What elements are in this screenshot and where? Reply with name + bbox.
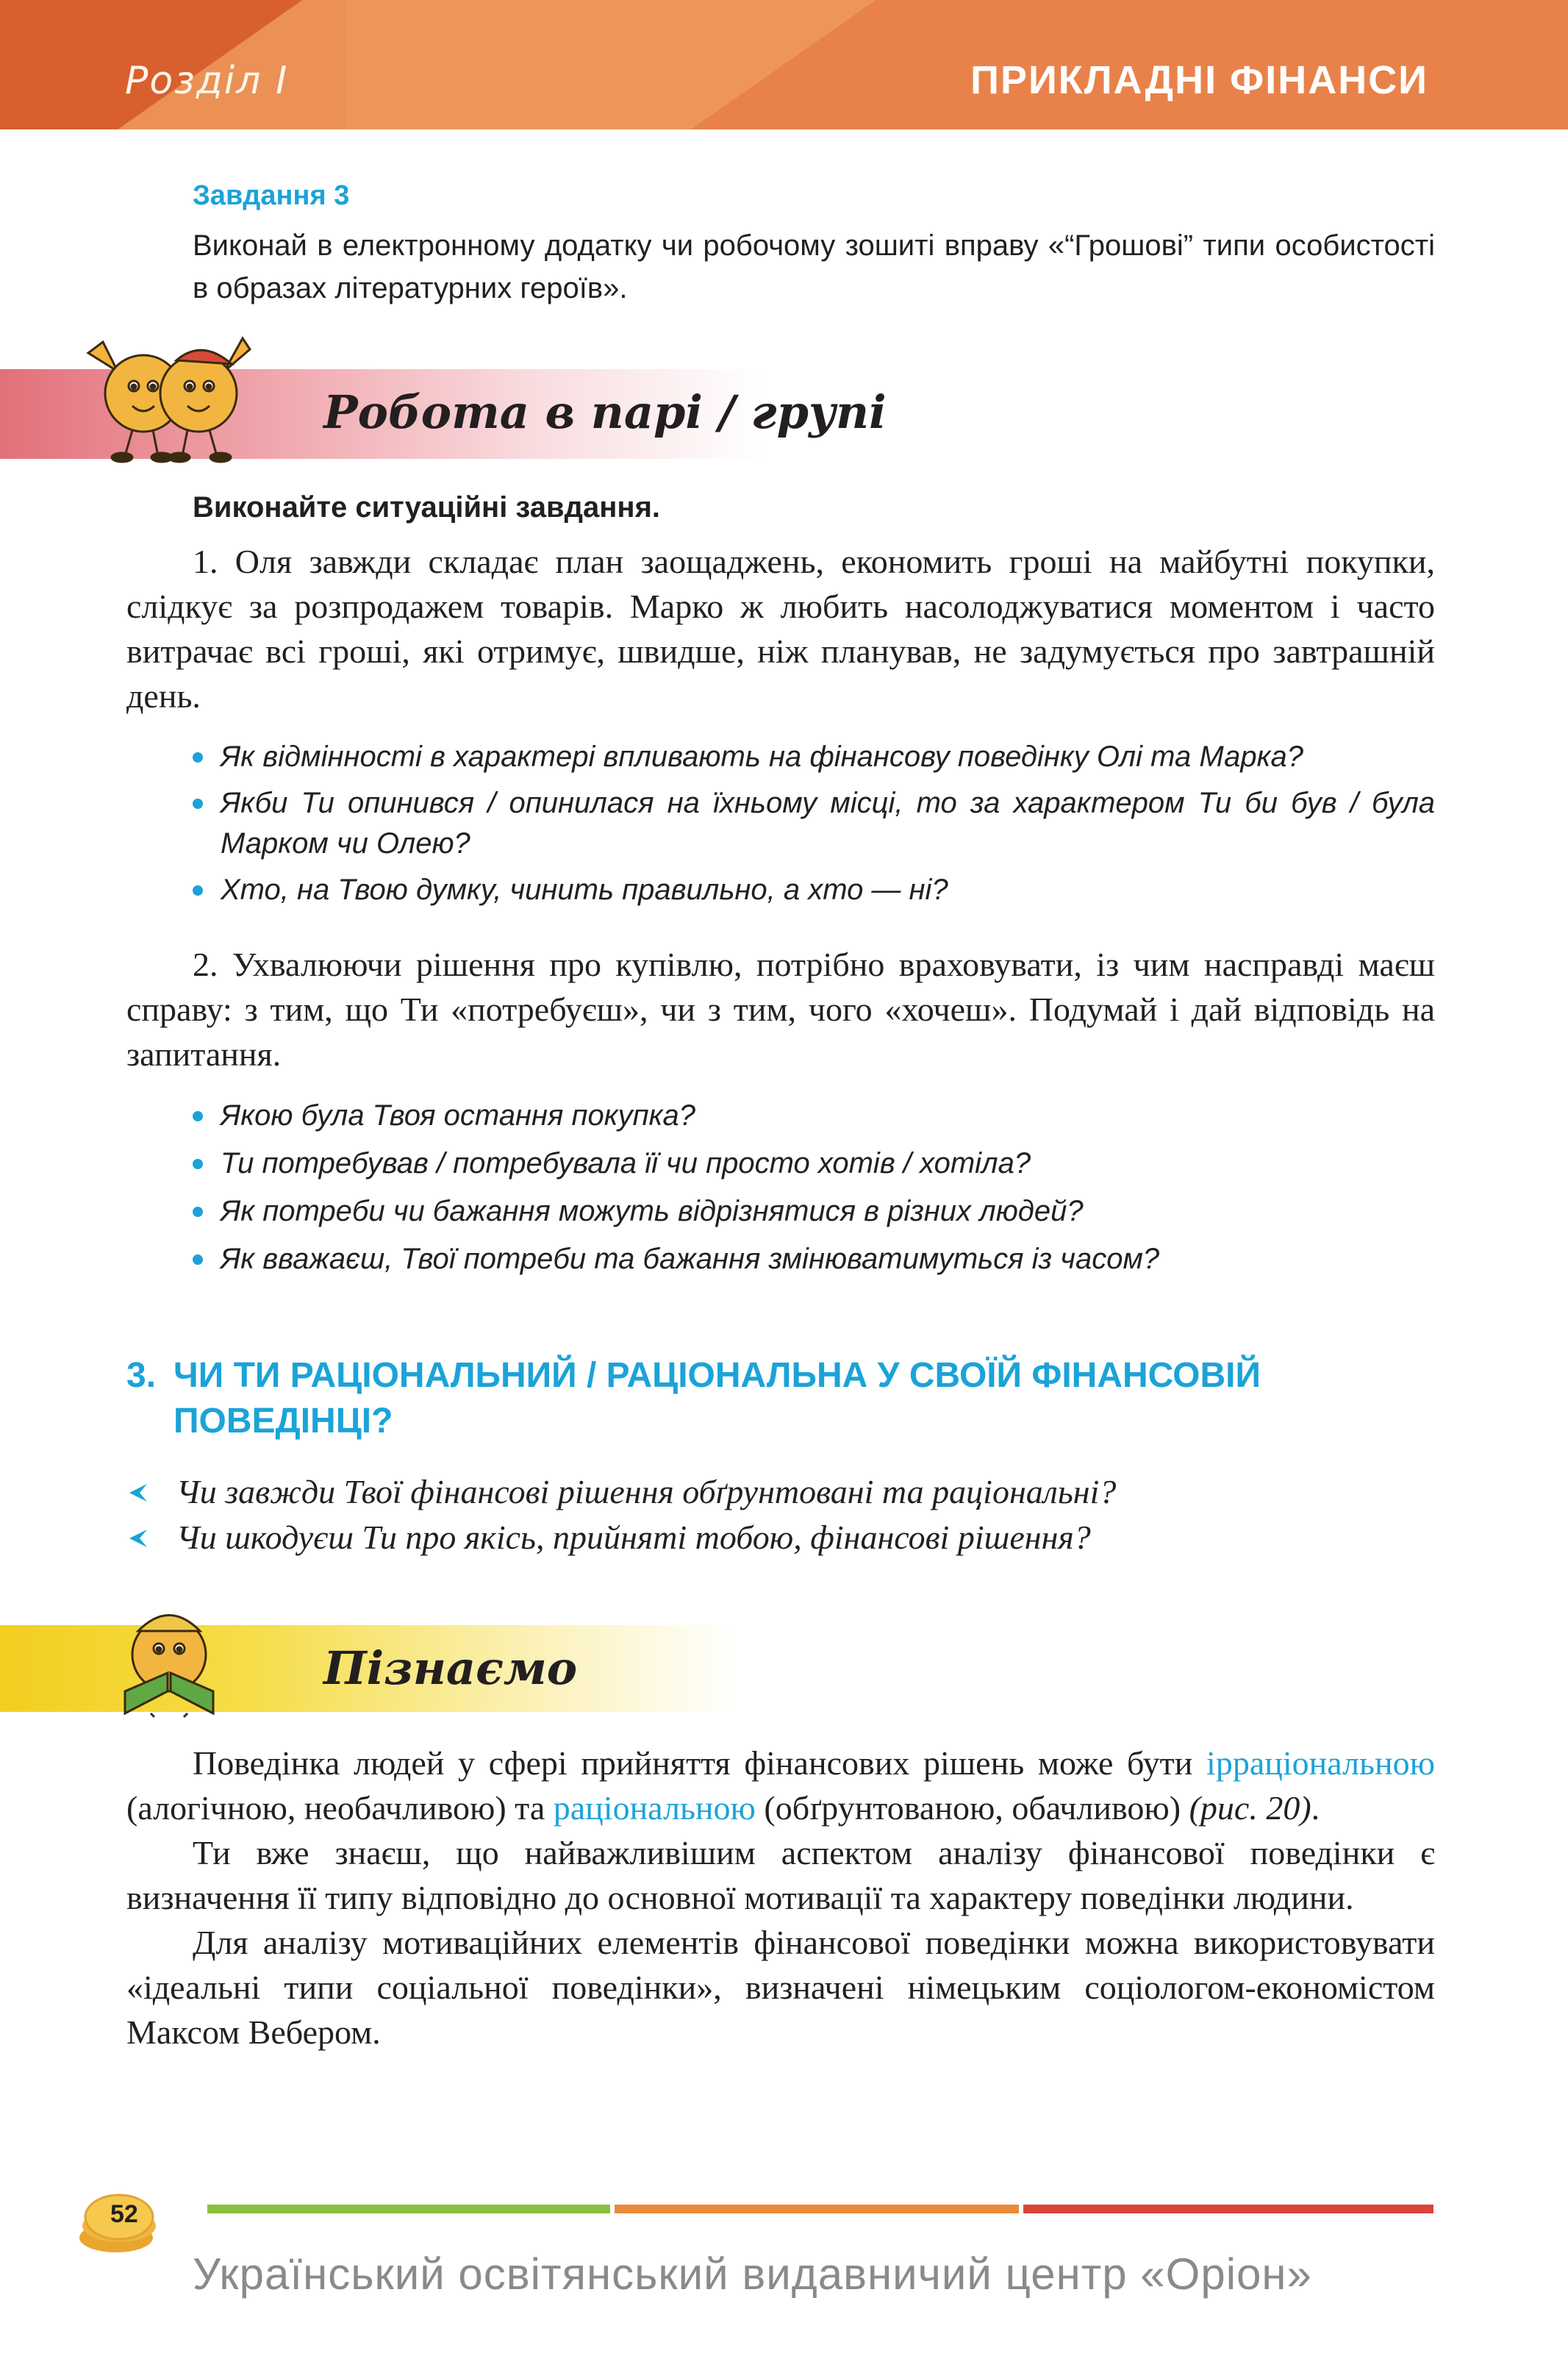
term-irrational: ірраціональною (1206, 1744, 1435, 1782)
section-label: Розділ І (125, 59, 289, 103)
publisher-watermark: Український освітянський видавничий центр «Оріон» (193, 2249, 1312, 2299)
list-item (193, 1143, 1435, 1184)
list-item (193, 737, 1435, 777)
question-text: Як вважаєш, Твої потреби та бажання змінюватимуться із часом? (221, 1243, 1160, 1275)
list-item (126, 1515, 1442, 1560)
reading-coin-mascot-icon (110, 1603, 228, 1721)
section-number: 3. (126, 1356, 157, 1395)
two-coins-mascot-icon (74, 331, 265, 463)
situation-2-text: 2. Ухвалюючи рішення про купівлю, потрібно враховувати, із чим насправді маєш справу: з тим, що Ти «потребуєш», чи з тим, чого «хочеш». Подумай і дай відповідь на запитання. (126, 946, 1435, 1073)
term-rational: раціональною (553, 1789, 756, 1827)
text-run: Поведінка людей у сфері прийняття фінансових рішень може бути (193, 1744, 1207, 1782)
footer-rule-orange (615, 2205, 1019, 2213)
list-item (193, 1239, 1435, 1280)
list-item (193, 1096, 1435, 1136)
question-text: Як потреби чи бажання можуть відрізнятися в різних людей? (221, 1195, 1084, 1227)
list-item (193, 783, 1435, 864)
question-text: Чи шкодуєш Ти про якісь, прийняті тобою, фінансові рішення? (176, 1518, 1091, 1556)
question-text: Якби Ти опинився / опинилася на їхньому місці, то за характером Ти би був / була Марком чи Олею? (221, 787, 1435, 860)
arrow-left-icon (126, 1528, 148, 1549)
question-text: Ти потребував / потребувала її чи просто хотів / хотіла? (221, 1147, 1031, 1180)
learn-title: Пізнаємо (323, 1641, 578, 1695)
page-header (0, 0, 1568, 129)
situation-2-questions (193, 1096, 1435, 1287)
text-run: (обґрунтованою, обачливою) (755, 1789, 1189, 1827)
bullet-dot-icon (193, 1255, 203, 1265)
list-item (193, 870, 1435, 910)
text-run: . (1311, 1789, 1320, 1827)
learn-paragraph-2: Ти вже знаєш, що найважливішим аспектом аналізу фінансової поведінки є визначення її типу відповідно до основної мотивації та характеру поведінки людини. (126, 1834, 1435, 1916)
section-title-line-2: ПОВЕДІНЦІ? (173, 1402, 393, 1441)
question-text: Чи завжди Твої фінансові рішення обґрунтовані та раціональні? (176, 1473, 1117, 1510)
list-item (126, 1469, 1442, 1515)
situation-1-questions (193, 737, 1435, 916)
section-title-line-1: ЧИ ТИ РАЦІОНАЛЬНИЙ / РАЦІОНАЛЬНА У СВОЇЙ ФІНАНСОВІЙ (173, 1356, 1261, 1395)
section-3-questions (126, 1469, 1442, 1560)
footer-rule-green (207, 2205, 610, 2213)
bullet-dot-icon (193, 1207, 203, 1217)
situation-1-text: 1. Оля завжди складає план заощаджень, економить гроші на майбутні покупки, слідкує за розпродажем товарів. Марко ж любить насолоджуватися моментом і часто витрачає всі гроші, які отримує, швидше, ніж планував, не задумується про завтрашній день. (126, 543, 1435, 715)
section-3-heading (126, 1353, 1435, 1444)
task-label: Завдання 3 (193, 180, 350, 211)
text-run: (алогічною, необачливою) та (126, 1789, 554, 1827)
question-text: Як відмінності в характері впливають на фінансову поведінку Олі та Марка? (221, 740, 1303, 773)
bullet-dot-icon (193, 1159, 203, 1169)
footer-rule-red (1023, 2205, 1433, 2213)
chapter-title: ПРИКЛАДНІ ФІНАНСИ (970, 58, 1428, 102)
arrow-left-icon (126, 1482, 148, 1503)
list-item (193, 1191, 1435, 1232)
question-text: Хто, на Твою думку, чинить правильно, а хто — ні? (221, 874, 948, 906)
learn-paragraph-3: Для аналізу мотиваційних елементів фінансової поведінки можна використовувати «ідеальні типи соціальної поведінки», визначені німецьким соціологом-економістом Максом Вебером. (126, 1924, 1435, 2051)
pair-work-title: Робота в парі / групі (323, 385, 887, 439)
bullet-dot-icon (193, 1111, 203, 1121)
learn-paragraph-1 (126, 1741, 1435, 1830)
bullet-dot-icon (193, 885, 203, 896)
page-number: 52 (110, 2200, 138, 2228)
question-text: Якою була Твоя остання покупка? (221, 1099, 696, 1132)
situations-intro: Виконайте ситуаційні завдання. (193, 491, 661, 524)
task-text: Виконай в електронному додатку чи робочому зошиті вправу «“Грошові” типи особистості в образах літературних героїв». (193, 229, 1435, 304)
bullet-dot-icon (193, 752, 203, 763)
figure-reference: (рис. 20) (1189, 1789, 1311, 1827)
bullet-dot-icon (193, 799, 203, 809)
learn-text (126, 1741, 1435, 2055)
